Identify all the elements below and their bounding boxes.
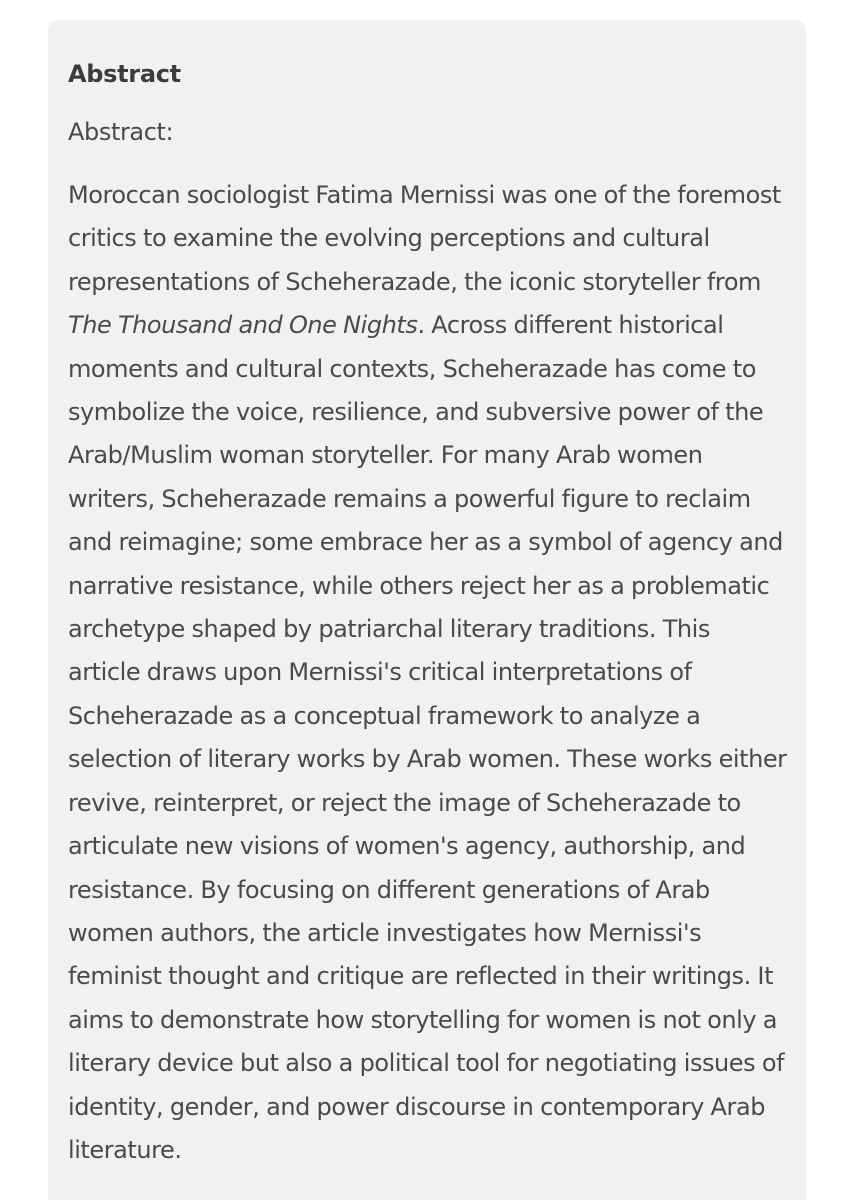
abstract-body-part-1: Moroccan sociologist Fatima Mernissi was one of the foremost critics to examine the evolving perceptions and cultural representations of Scheherazade, the iconic storyteller from (68, 181, 781, 296)
abstract-heading: Abstract (68, 60, 181, 88)
abstract-panel (48, 20, 806, 1200)
abstract-label: Abstract: (68, 118, 174, 146)
abstract-body-part-2: . Across different historical moments and cultural contexts, Scheherazade has come to symbolize the voice, resilience, and subversive power of the Arab/Muslim woman storyteller. For many Arab women writers, Scheherazade remains a powerful figure to reclaim and reimagine; some embrace her as a symbol of agency and narrative resistance, while others reject her as a problematic archetype shaped by patriarchal literary traditions. This article draws upon Mernissi's critical interpretations of Scheherazade as a conceptual framework to analyze a selection of literary works by Arab women. These works either revive, reinterpret, or reject the image of Scheherazade to articulate new visions of women's agency, authorship, and resistance. By focusing on different generations of Arab women authors, the article investigates how Mernissi's feminist thought and critique are reflected in their writings. It aims to demonstrate how storytelling for women is not only a literary device but also a political tool for negotiating issues of identity, gender, and power discourse in contemporary Arab literature. (68, 311, 787, 1164)
book-title: The Thousand and One Nights (68, 311, 418, 340)
abstract-body-text (68, 174, 788, 1172)
